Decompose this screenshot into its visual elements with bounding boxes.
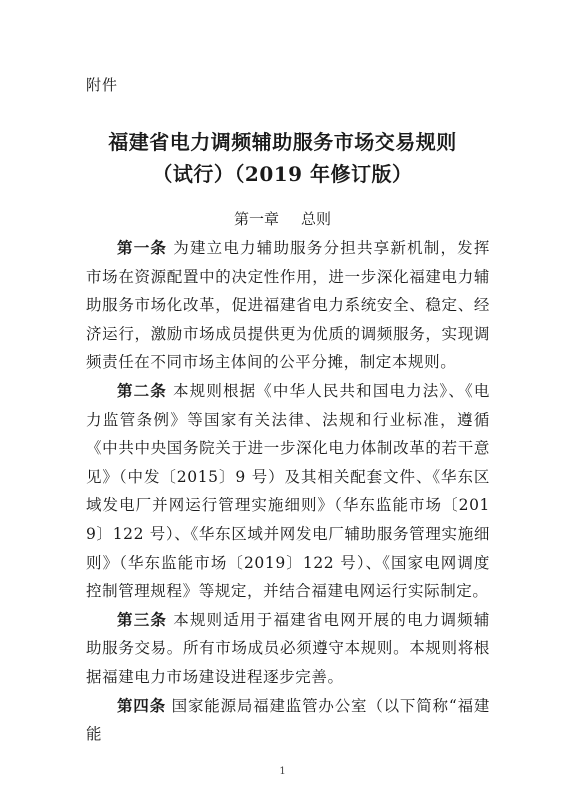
document-body — [86, 234, 490, 749]
page-number: 1 — [279, 766, 286, 777]
article-text: 国家能源局福建监管办公室（以下简称“福建能 — [86, 696, 490, 744]
article-text: 本规则根据《中华人民共和国电力法》、《电力监管条例》等国家有关法律、法规和行业标准，遵循《中共中央国务院关于进一步深化电力体制改革的若干意见》（中发〔2015〕9 号）及其相关配套文件、《华东区域发电厂并网运行管理实施细则》（华东监能市场〔2019〕122 号）、《华东区域并网发电厂辅助服务管理实施细则》（华东监能市场〔2019〕122 号）、《国家电网调度控制管理规程》等规定，并结合福建电网运行实际制定。 — [86, 381, 490, 601]
chapter-number: 第一章 — [233, 210, 279, 228]
article-text: 为建立电力辅助服务分担共享新机制，发挥市场在资源配置中的决定性作用，进一步深化福建电力辅助服务市场化改革，促进福建省电力系统安全、稳定、经济运行，激励市场成员提供更为优质的调频服务，实现调频责任在不同市场主体间的公平分摊，制定本规则。 — [86, 239, 490, 372]
document-title: 福建省电力调频辅助服务市场交易规则 — [108, 130, 457, 154]
article-heading: 第四条 — [117, 696, 166, 715]
chapter-heading — [0, 208, 565, 229]
attachment-label: 附件 — [86, 76, 119, 94]
article-paragraph — [86, 377, 490, 606]
article-heading: 第一条 — [117, 239, 168, 257]
article-paragraph — [86, 606, 490, 692]
article-text: 本规则适用于福建省电网开展的电力调频辅助服务交易。所有市场成员必须遵守本规则。本规则将根据福建电力市场建设进程逐步完善。 — [86, 610, 490, 686]
document-subtitle: （试行）（2019 年修订版） — [152, 162, 413, 186]
article-heading: 第三条 — [117, 610, 168, 629]
article-paragraph — [86, 692, 490, 749]
article-paragraph — [86, 234, 490, 377]
article-heading: 第二条 — [117, 381, 167, 400]
chapter-name: 总则 — [301, 210, 332, 228]
